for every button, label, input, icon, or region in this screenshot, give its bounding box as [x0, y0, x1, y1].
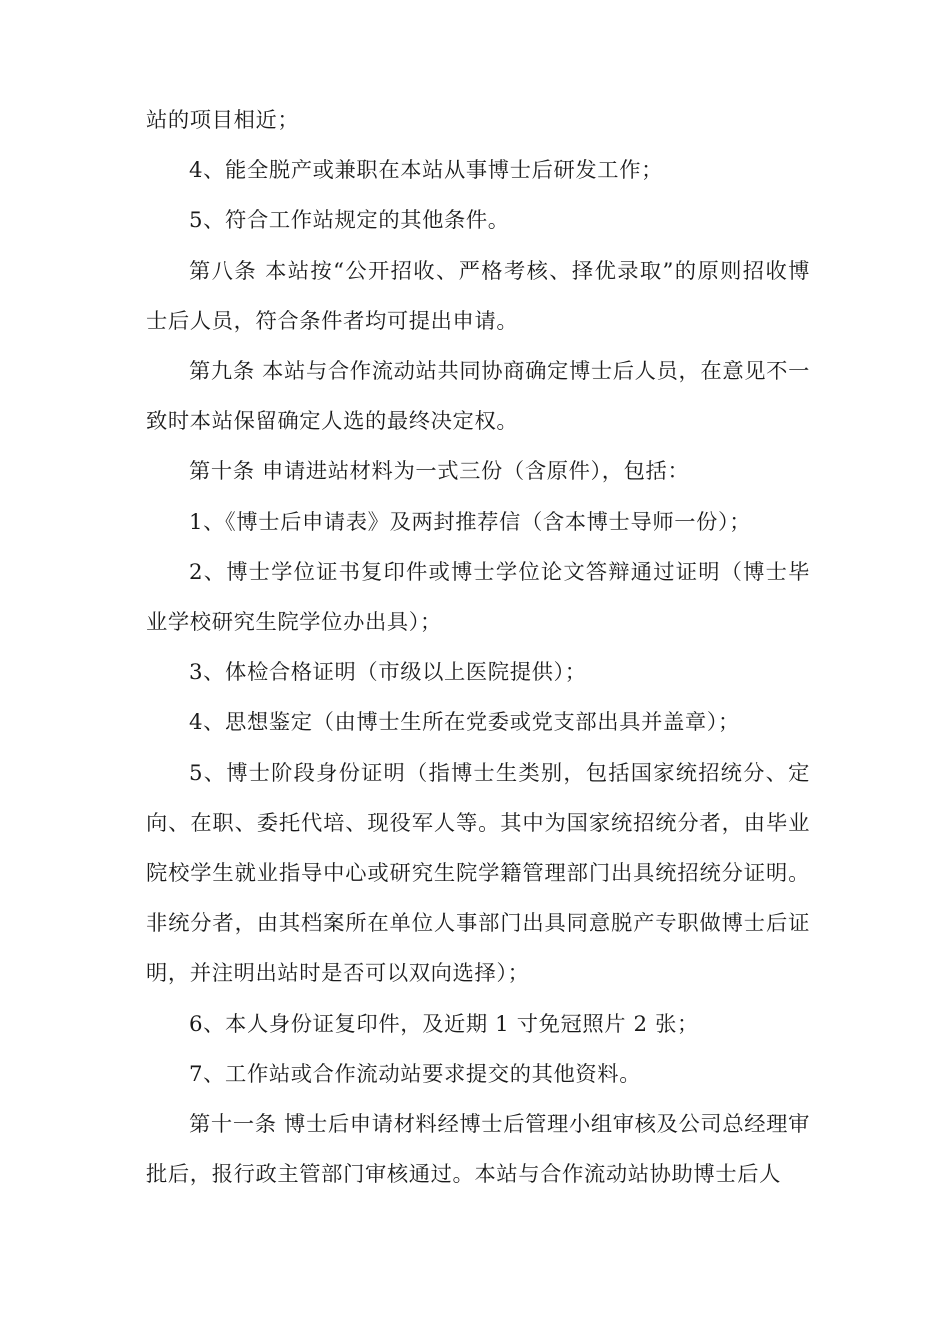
paragraph-article-11: 第十一条 博士后申请材料经博士后管理小组审核及公司总经理审批后，报行政主管部门审核通过。本站与合作流动站协助博士后人 [146, 1112, 810, 1188]
paragraph-material-5: 5、博士阶段身份证明（指博士生类别，包括国家统招统分、定向、在职、委托代培、现役军人等。其中为国家统招统分者，由毕业院校学生就业指导中心或研究生院学籍管理部门出具统招统分证明。非统分者，由其档案所在单位人事部门出具同意脱产专职做博士后证明，并注明出站时是否可以双向选择）； [146, 760, 810, 987]
document-body [146, 96, 810, 1200]
paragraph-item-5: 5、符合工作站规定的其他条件。 [189, 208, 510, 234]
paragraph-item-4: 4、能全脱产或兼职在本站从事博士后研发工作； [189, 158, 663, 184]
paragraph-article-10: 第十条 申请进站材料为一式三份（含原件），包括： [189, 459, 690, 485]
paragraph-material-2: 2、博士学位证书复印件或博士学位论文答辩通过证明（博士毕业学校研究生院学位办出具）； [146, 559, 810, 636]
paragraph-material-4: 4、思想鉴定（由博士生所在党委或党支部出具并盖章）； [189, 710, 740, 736]
paragraph-material-1: 1、《博士后申请表》及两封推荐信（含本博士导师一份）； [189, 509, 752, 535]
paragraph-continuation: 站的项目相近； [146, 108, 300, 133]
paragraph-material-6: 6、本人身份证复印件，及近期 1 寸免冠照片 2 张； [189, 1011, 699, 1037]
paragraph-article-8: 第八条 本站按“公开招收、严格考核、择优录取”的原则招收博士后人员，符合条件者均可提出申请。 [146, 258, 810, 334]
paragraph-material-3: 3、体检合格证明（市级以上医院提供）； [189, 660, 587, 686]
paragraph-material-7: 7、工作站或合作流动站要求提交的其他资料。 [189, 1061, 642, 1087]
paragraph-article-9: 第九条 本站与合作流动站共同协商确定博士后人员，在意见不一致时本站保留确定人选的最终决定权。 [146, 359, 810, 435]
